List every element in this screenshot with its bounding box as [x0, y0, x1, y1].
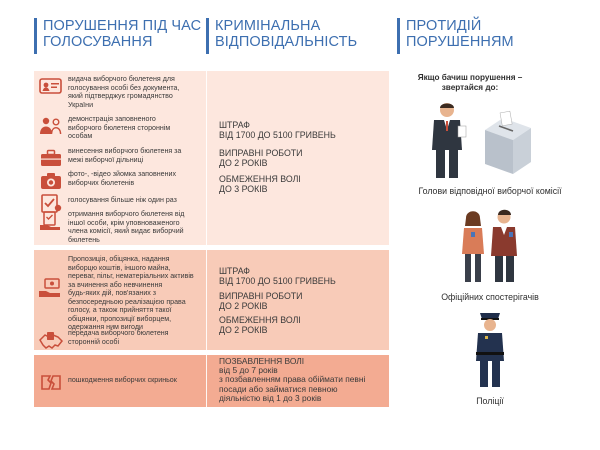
ballot-hand-icon [38, 210, 64, 232]
penalty-detail: діяльністю від 1 до 3 років [219, 392, 322, 403]
text-line: за вчинення або невчинення [68, 280, 163, 289]
header-liability [206, 18, 357, 54]
text-line: фото-, -відео зйомка заповнених [68, 170, 177, 178]
penalty-correctional-labor [219, 149, 303, 168]
text-line: отримання виборчого бюлетеня від [68, 210, 185, 218]
text-line: безпосередньою реалізацією права [68, 297, 186, 306]
observers-figure [456, 206, 526, 284]
penalty-detail: від 5 до 7 років [219, 365, 278, 376]
penalty-imprisonment [219, 357, 365, 403]
violation-text [68, 170, 176, 187]
header-counteract-line2: ПОРУШЕННЯМ [406, 34, 514, 50]
briefcase-icon [38, 147, 64, 169]
violation-text: пошкодження виборчих скриньок [68, 376, 177, 384]
text-line: видача виборчого бюлетеня для [68, 75, 175, 83]
intro-line: Якщо бачиш порушення – [417, 73, 523, 82]
penalty-detail: ВІД 1700 ДО 5100 ГРИВЕНЬ [219, 129, 336, 140]
text-line: голосування більше ніж один раз [68, 196, 177, 204]
violation-text [68, 329, 169, 346]
penalty-title: ШТРАФ [219, 266, 250, 276]
violation-item [38, 329, 169, 351]
text-line: виборчого бюлетеня стороннім [68, 123, 171, 132]
text-line: переваг, пільг, нематеріальних активів [68, 272, 194, 280]
violation-item [38, 147, 181, 169]
police-illustration [472, 308, 508, 390]
violation-item [38, 255, 194, 332]
block-divider [206, 355, 207, 407]
violation-text [68, 210, 184, 244]
text-line: бюлетень [68, 235, 100, 244]
intro-line: звертайся до: [441, 83, 499, 92]
text-line: будь-яких дій, пов'язаних з [68, 289, 157, 297]
text-line: голосування особі без документа, [68, 83, 180, 92]
violation-text [68, 115, 170, 141]
text-line: Пропозиція, обіцянка, надання [68, 255, 170, 263]
violation-text [68, 147, 181, 164]
block-divider [206, 71, 207, 245]
penalty-title: ВИПРАВНІ РОБОТИ [219, 291, 303, 301]
penalty-title: ПОЗБАВЛЕННЯ ВОЛІ [219, 356, 305, 366]
text-line: члена комісії, який видає виборчий [68, 227, 184, 236]
observers-illustration [456, 206, 526, 284]
text-line: України [68, 100, 94, 109]
text-line: одержання ним вигоди [68, 323, 143, 331]
text-line: який підтверджує громадянство [68, 92, 173, 101]
penalty-title: ОБМЕЖЕННЯ ВОЛІ [219, 315, 301, 325]
violation-item [38, 370, 177, 392]
violation-item [38, 170, 176, 192]
commission-head-figure [425, 100, 555, 182]
violation-text [68, 75, 179, 109]
violations-block-1 [34, 71, 389, 245]
penalty-detail: ДО 2 РОКІВ [219, 300, 268, 311]
text-line: сторонній особі [68, 337, 120, 346]
penalty-detail: ДО 2 РОКІВ [219, 324, 268, 335]
text-line: обіцянки, пропозиції виборцем, [68, 314, 172, 323]
block-divider [206, 250, 207, 350]
people-icon [38, 115, 64, 137]
text-line: винесення виборчого бюлетеня за [68, 147, 182, 155]
text-line: передача виборчого бюлетеня [68, 329, 169, 337]
text-line: виборцю коштів, іншого майна, [68, 263, 171, 272]
penalty-title: ОБМЕЖЕННЯ ВОЛІ [219, 174, 301, 184]
violation-text [68, 192, 177, 205]
camera-icon [38, 170, 64, 192]
penalty-correctional-labor [219, 292, 303, 311]
violations-block-3 [34, 355, 389, 407]
penalty-detail: ДО 2 РОКІВ [219, 157, 268, 168]
violation-text [68, 255, 194, 332]
header-violations-line2: ГОЛОСУВАННЯ [43, 34, 153, 50]
penalty-fine [219, 121, 336, 140]
penalty-detail: ДО 3 РОКІВ [219, 183, 268, 194]
penalty-detail: ВІД 1700 ДО 5100 ГРИВЕНЬ [219, 275, 336, 286]
handshake-icon [38, 329, 64, 351]
text-line: іншої особи, крім уповноваженого [68, 218, 180, 227]
money-hand-icon [38, 277, 64, 299]
penalty-detail: з позбавленням права обіймати певні [219, 374, 366, 385]
header-liability-line2: ВІДПОВІДАЛЬНІСТЬ [215, 34, 358, 50]
text-line: голосу, а також прийняття такої [68, 306, 172, 314]
commission-head-illustration [425, 100, 555, 182]
text-line: особам [68, 132, 93, 141]
header-counteract [397, 18, 514, 54]
penalty-title: ВИПРАВНІ РОБОТИ [219, 148, 303, 158]
penalty-restriction [219, 175, 301, 194]
header-counteract-line1: ПРОТИДІЙ [406, 18, 482, 34]
header-violations [34, 18, 201, 54]
caption-commission-head: Голови відповідної виборчої комісії [418, 186, 562, 196]
text-line: демонстрація заповненого [68, 115, 156, 123]
caption-police: Поліції [476, 396, 504, 406]
violations-block-2 [34, 250, 389, 350]
penalty-title: ШТРАФ [219, 120, 250, 130]
header-violations-line1: ПОРУШЕННЯ ПІД ЧАС [43, 18, 202, 34]
broken-box-icon [38, 370, 64, 392]
id-card-icon [38, 75, 64, 97]
police-figure [472, 308, 508, 390]
penalty-fine [219, 267, 336, 286]
text-line: виборчих бюлетенів [68, 178, 135, 187]
header-liability-line1: КРИМІНАЛЬНА [215, 18, 321, 34]
caption-observers: Офіційних спостерігачів [441, 292, 539, 302]
violation-item [38, 210, 184, 244]
text-line: межі виборчої дільниці [68, 155, 144, 164]
violation-item [38, 115, 170, 141]
violation-item [38, 75, 179, 109]
penalty-detail: посади або займатися певною [219, 383, 338, 394]
report-intro [405, 73, 535, 93]
penalty-restriction [219, 316, 301, 335]
